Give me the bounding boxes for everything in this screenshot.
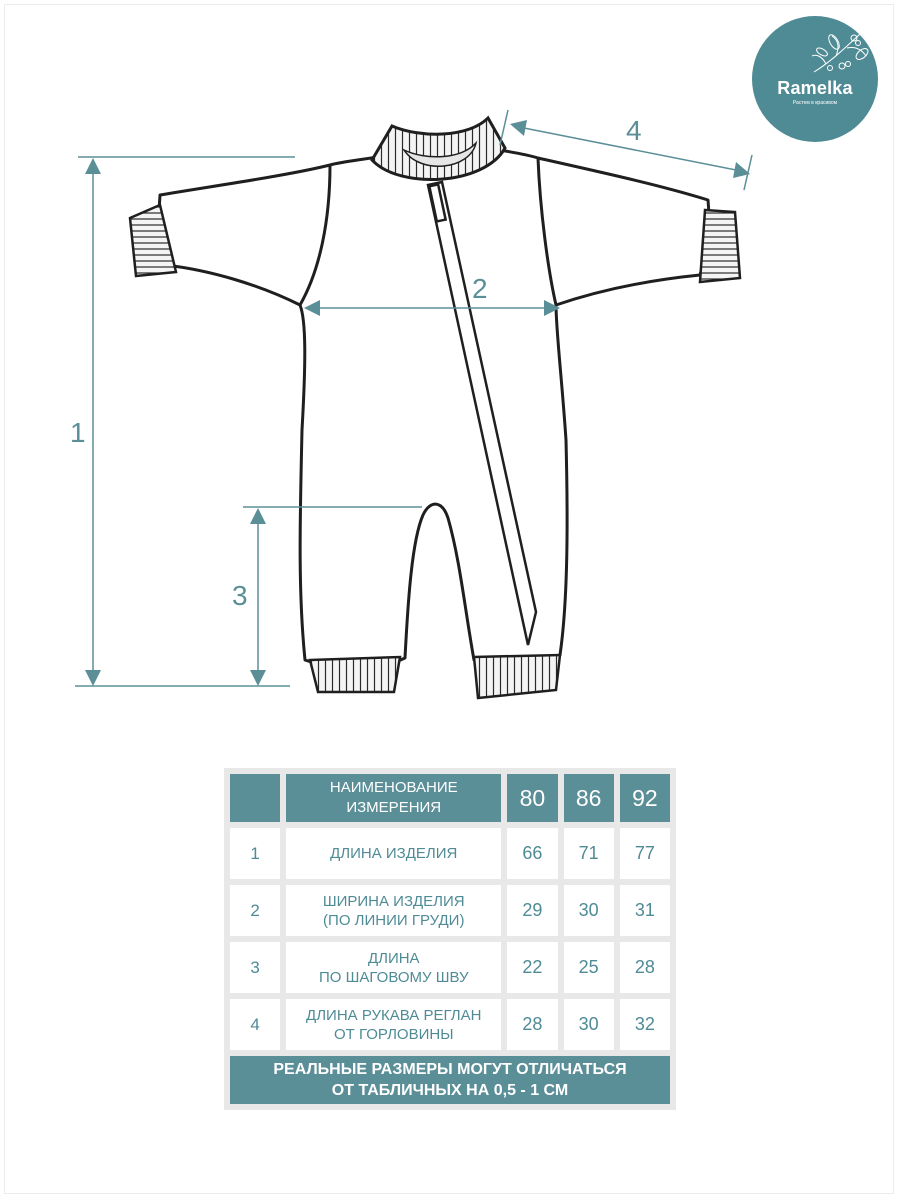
table-row xyxy=(230,999,670,1050)
table-row xyxy=(230,828,670,879)
brand-logo xyxy=(752,16,878,142)
size-disclaimer: РЕАЛЬНЫЕ РАЗМЕРЫ МОГУТ ОТЛИЧАТЬСЯ ОТ ТАБЛИЧНЫХ НА 0,5 - 1 СМ xyxy=(230,1056,670,1104)
value-size-86: 30 xyxy=(564,885,614,936)
header-size-80: 80 xyxy=(507,774,557,822)
header-blank-cell xyxy=(230,774,280,822)
value-size-92: 77 xyxy=(620,828,670,879)
value-size-86: 30 xyxy=(564,999,614,1050)
table-row xyxy=(230,885,670,936)
row-index: 2 xyxy=(230,885,280,936)
value-size-80: 22 xyxy=(507,942,557,993)
value-size-86: 25 xyxy=(564,942,614,993)
row-index: 1 xyxy=(230,828,280,879)
row-measurement-name: ДЛИНА ПО ШАГОВОМУ ШВУ xyxy=(286,942,501,993)
header-size-92: 92 xyxy=(620,774,670,822)
size-disclaimer-row xyxy=(230,1056,670,1104)
brand-name: Ramelka xyxy=(777,78,853,98)
row-measurement-name: ДЛИНА РУКАВА РЕГЛАН ОТ ГОРЛОВИНЫ xyxy=(286,999,501,1050)
table-row xyxy=(230,942,670,993)
measure-label-2: 2 xyxy=(472,273,488,304)
value-size-86: 71 xyxy=(564,828,614,879)
brand-tagline: Растем в красивом xyxy=(792,100,838,106)
header-size-86: 86 xyxy=(564,774,614,822)
measure-label-4: 4 xyxy=(626,115,642,146)
row-measurement-name: ДЛИНА ИЗДЕЛИЯ xyxy=(286,828,501,879)
value-size-92: 28 xyxy=(620,942,670,993)
value-size-92: 31 xyxy=(620,885,670,936)
size-table xyxy=(224,768,676,1110)
value-size-80: 66 xyxy=(507,828,557,879)
size-table-header xyxy=(230,774,670,822)
measure-label-1: 1 xyxy=(70,417,86,448)
row-measurement-name: ШИРИНА ИЗДЕЛИЯ (ПО ЛИНИИ ГРУДИ) xyxy=(286,885,501,936)
value-size-80: 28 xyxy=(507,999,557,1050)
value-size-92: 32 xyxy=(620,999,670,1050)
header-measurement-name: НАИМЕНОВАНИЕ ИЗМЕРЕНИЯ xyxy=(286,774,501,822)
measure-label-3: 3 xyxy=(232,580,248,611)
row-index: 3 xyxy=(230,942,280,993)
value-size-80: 29 xyxy=(507,885,557,936)
row-index: 4 xyxy=(230,999,280,1050)
